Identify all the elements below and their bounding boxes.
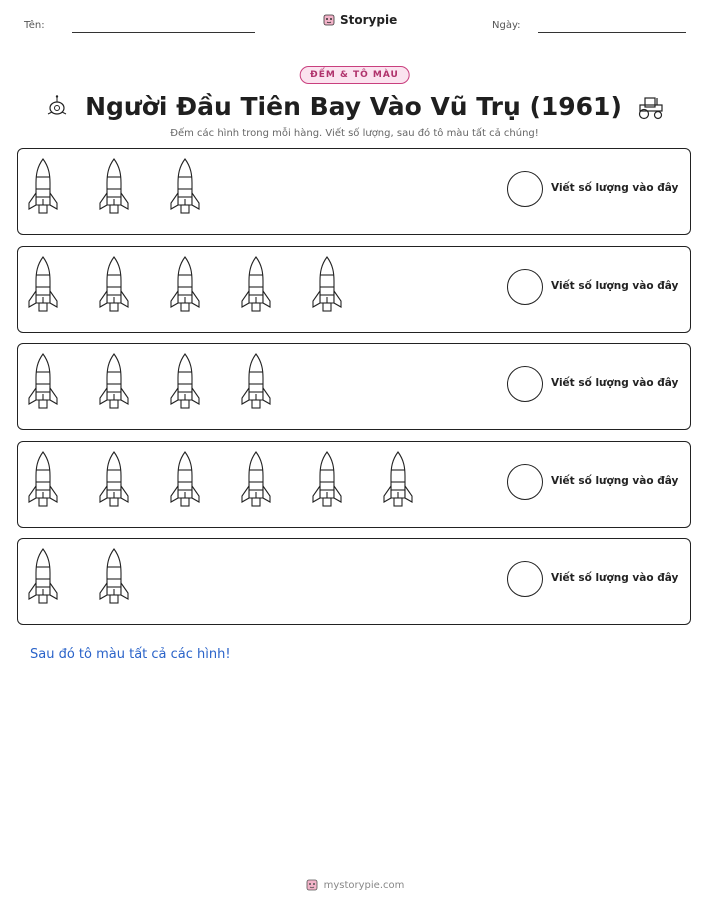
count-row-1 <box>17 148 691 235</box>
rocket-icon <box>97 547 131 609</box>
rocket-icon <box>97 157 131 219</box>
footer-note: Sau đó tô màu tất cả các hình! <box>30 647 231 662</box>
answer-label: Viết số lượng vào đây <box>551 572 679 584</box>
footer-brand <box>0 878 709 892</box>
date-line[interactable] <box>538 32 686 33</box>
rocket-icon <box>239 450 273 512</box>
brand-name: Storypie <box>340 13 398 27</box>
rocket-icon <box>168 450 202 512</box>
name-label: Tên: <box>24 20 45 31</box>
rocket-icon <box>26 547 60 609</box>
count-row-5 <box>17 538 691 625</box>
count-row-2 <box>17 246 691 333</box>
instructions: Đếm các hình trong mỗi hàng. Viết số lượng, sau đó tô màu tất cả chúng! <box>170 128 539 139</box>
brand-logo <box>322 13 397 27</box>
answer-label: Viết số lượng vào đây <box>551 474 679 487</box>
rocket-icon <box>381 450 415 512</box>
footer-url: mystorypie.com <box>323 879 405 891</box>
rocket-icon <box>239 352 273 414</box>
count-row-4 <box>17 441 691 528</box>
rocket-icon <box>310 450 344 512</box>
storypie-mascot-icon <box>305 878 319 892</box>
rocket-icon <box>26 157 60 219</box>
count-row-3 <box>17 343 691 430</box>
answer-circle[interactable] <box>507 561 543 597</box>
rocket-icon <box>26 352 60 414</box>
answer-circle[interactable] <box>507 464 543 500</box>
rocket-icon <box>97 352 131 414</box>
rocket-icon <box>168 255 202 317</box>
satellite-icon <box>43 93 71 121</box>
category-badge: ĐẾM & TÔ MÀU <box>299 66 410 84</box>
name-line[interactable] <box>72 32 255 33</box>
title-row <box>0 92 709 121</box>
answer-circle[interactable] <box>507 171 543 207</box>
rocket-icon <box>26 255 60 317</box>
answer-circle[interactable] <box>507 269 543 305</box>
rocket-icon <box>97 255 131 317</box>
rocket-icon <box>239 255 273 317</box>
answer-label: Viết số lượng vào đây <box>551 279 679 292</box>
rocket-icon <box>97 450 131 512</box>
answer-label: Viết số lượng vào đây <box>551 182 679 194</box>
rocket-icon <box>26 450 60 512</box>
tractor-icon <box>636 93 666 121</box>
page-title: Người Đầu Tiên Bay Vào Vũ Trụ (1961) <box>85 92 622 121</box>
answer-circle[interactable] <box>507 366 543 402</box>
rocket-icon <box>168 157 202 219</box>
answer-label: Viết số lượng vào đây <box>551 377 679 389</box>
rocket-icon <box>310 255 344 317</box>
storypie-mascot-icon <box>322 13 336 27</box>
date-label: Ngày: <box>492 20 521 31</box>
rocket-icon <box>168 352 202 414</box>
